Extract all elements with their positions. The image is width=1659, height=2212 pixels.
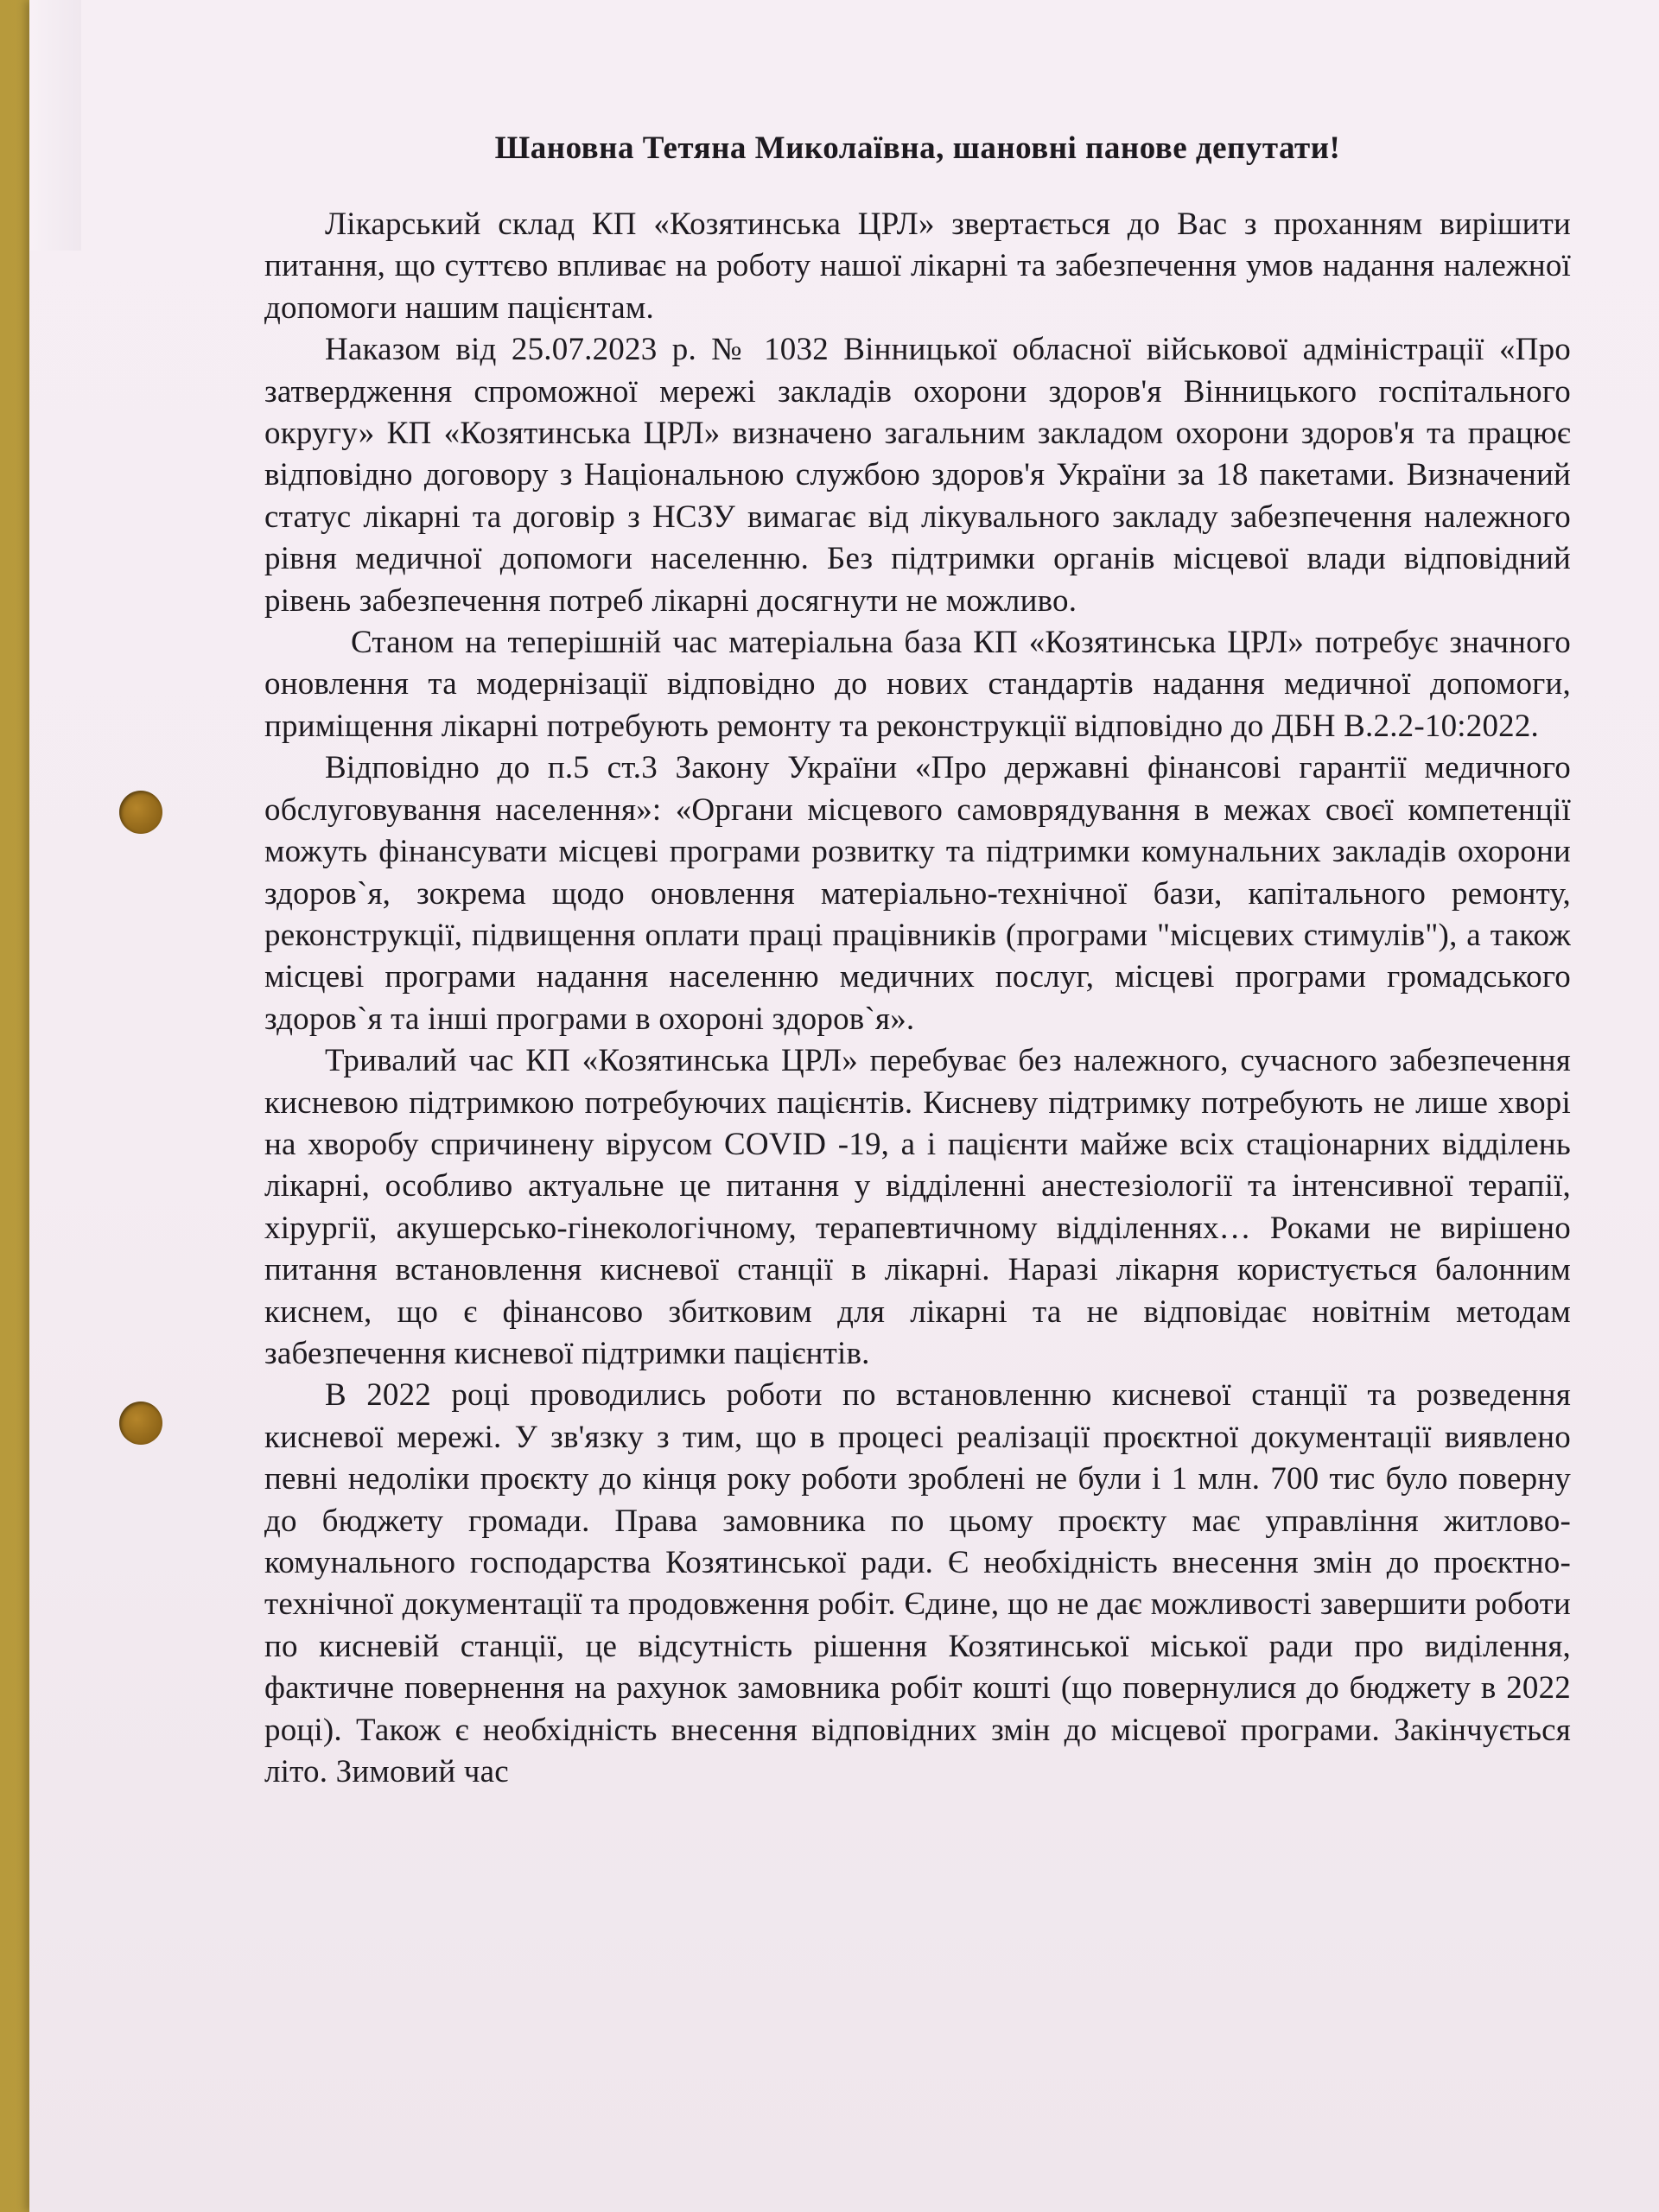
paragraph-oxygen-support: Тривалий час КП «Козятинська ЦРЛ» перебуває без належного, сучасного забезпечення кисневою підтримкою потребуючих пацієнтів. Кисневу підтримку потребують не лише хворі на хворобу спричинену вірусом COVID -19, а і пацієнти майже всіх стаціонарних відділень лікарні, особливо актуальне це питання у відділенні анестезіології та інтенсивної терапії, хірургії, акушерсько-гінекологічному, терапевтичному відділеннях… Роками не вирішено питання встановлення кисневої станції в лікарні. Наразі лікарня користується балонним киснем, що є фінансово збитковим для лікарні та не відповідає новітнім методам забезпечення кисневої підтримки пацієнтів. — [264, 1043, 1571, 1371]
document-page — [29, 0, 1659, 2212]
paragraph-law-reference: Відповідно до п.5 ст.3 Закону України «Про державні фінансові гарантії медичного обслуговування населення»: «Органи місцевого самоврядування в межах своєї компетенції можуть фінансувати місцеві програми розвитку та підтримки комунальних закладів охорони здоров`я, зокрема щодо оновлення матеріально-технічної бази, капітального ремонту, реконструкції, підвищення оплати праці працівників (програми "місцевих стимулів"), а також місцеві програми надання населенню медичних послуг, місцеві програми громадського здоров`я та інші програми в охороні здоров`я». — [264, 750, 1571, 1037]
binder-hole-bottom — [119, 1402, 162, 1445]
letter-greeting: Шановна Тетяна Миколаївна, шановні панове депутати! — [494, 130, 1341, 166]
paragraph-oxygen-station-works: В 2022 році проводились роботи по встановленню кисневої станції та розведення кисневої мережі. У зв'язку з тим, що в процесі реалізації проєктної документації виявлено певні недоліки проєкту до кінця року роботи зроблені не були і 1 млн. 700 тис було поверну до бюджету громади. Права замовника по цьому проєкту має управління житлово-комунального господарства Козятинської ради. Є необхідність внесення змін до проєктно-технічної документації та продовження робіт. Єдине, що не дає можливості завершити роботи по кисневій станції, це відсутність рішення Козятинської міської ради про виділення, фактичне повернення на рахунок замовника робіт кошті (що повернулися до бюджету в 2022 році). Також є необхідність внесення відповідних змін до місцевої програми. Закінчується літо. Зимовий час — [264, 1377, 1571, 1790]
paragraph-order: Наказом від 25.07.2023 р. № 1032 Вінницької обласної військової адміністрації «Про затвердження спроможної мережі закладів охорони здоров'я Вінницького госпітального округу» КП «Козятинська ЦРЛ» визначено загальним закладом охорони здоров'я та працює відповідно договору з Національною службою здоров'я України за 18 пакетами. Визначений статус лікарні та договір з НСЗУ вимагає від лікувального закладу забезпечення належного рівня медичної допомоги населенню. Без підтримки органів місцевої влади відповідний рівень забезпечення потреб лікарні досягнути не можливо. — [264, 332, 1571, 619]
binder-hole-top — [119, 791, 162, 834]
letter-body — [264, 130, 1571, 1793]
page-corner-fold — [29, 0, 81, 251]
paragraph-material-base: Станом на теперішній час матеріальна база КП «Козятинська ЦРЛ» потребує значного оновлення та модернізації відповідно до нових стандартів надання медичної допомоги, приміщення лікарні потребують ремонту та реконструкції відповідно до ДБН В.2.2-10:2022. — [264, 625, 1571, 744]
paragraph-request: Лікарський склад КП «Козятинська ЦРЛ» звертається до Вас з проханням вирішити питання, що суттєво впливає на роботу нашої лікарні та забезпечення умов надання належної допомоги нашим пацієнтам. — [264, 207, 1571, 326]
